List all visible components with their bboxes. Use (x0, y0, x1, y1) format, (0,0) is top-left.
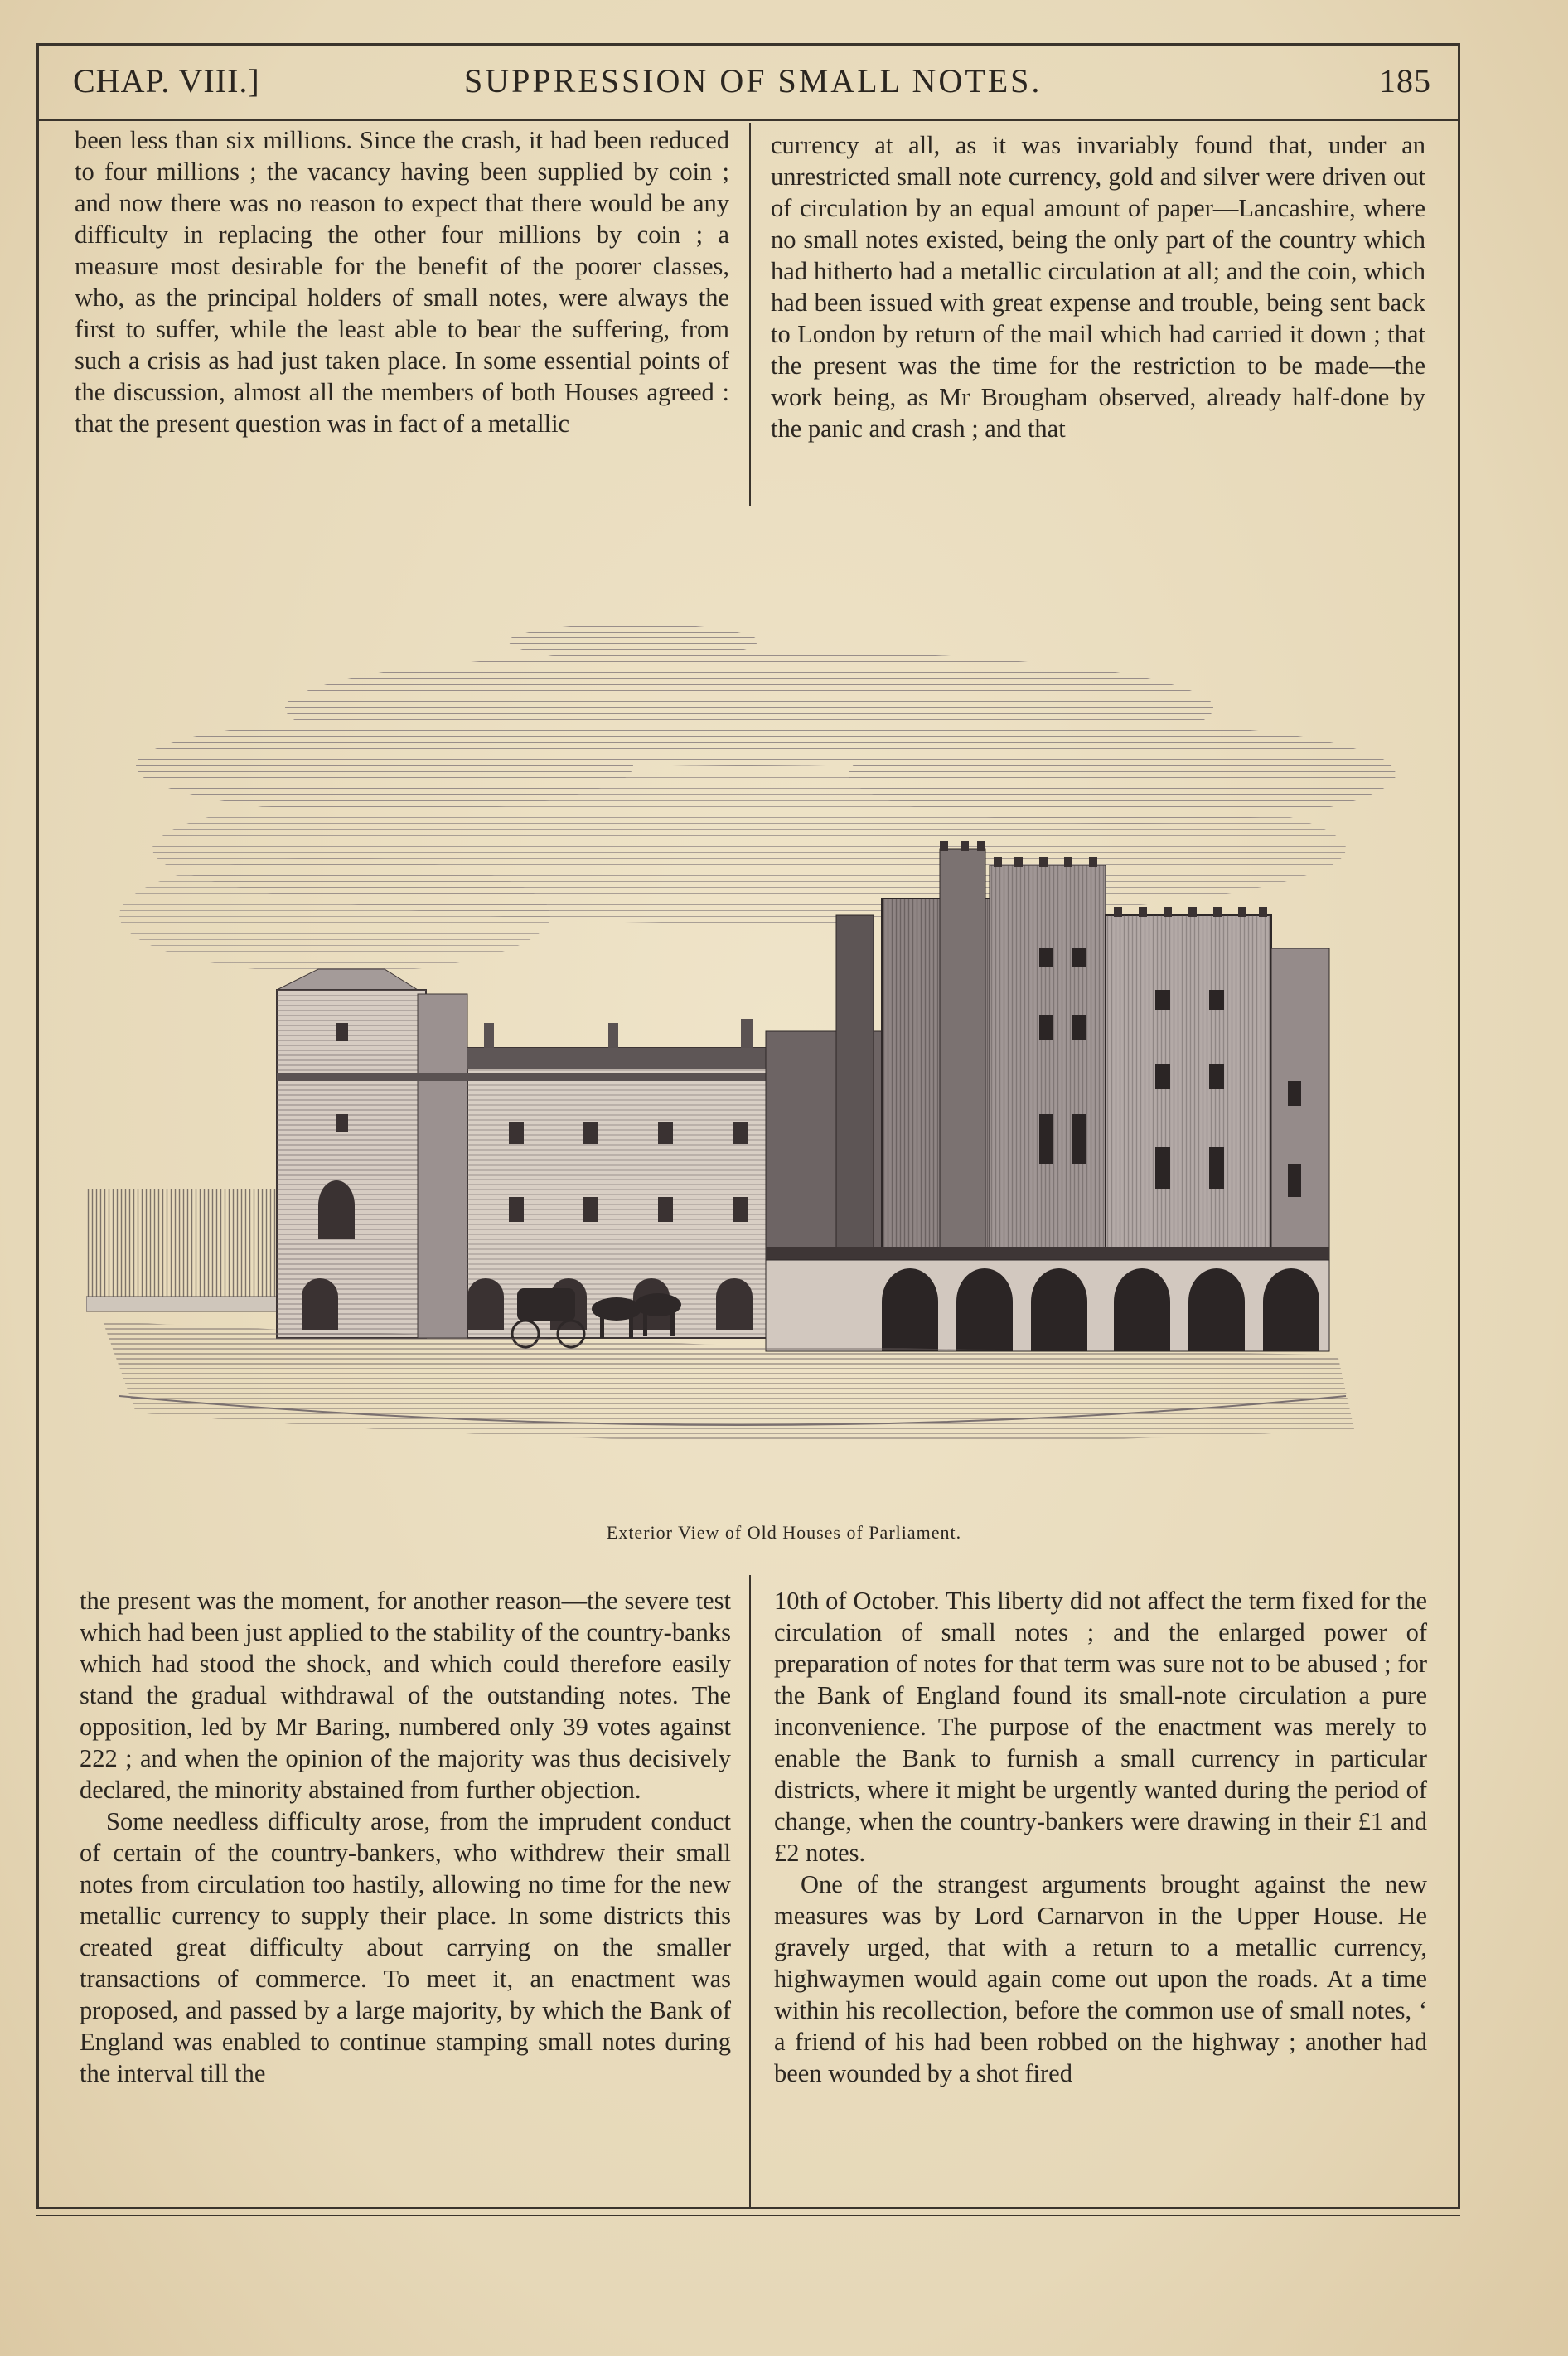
figure-caption: Exterior View of Old Houses of Parliament. (606, 1522, 962, 1543)
text-column-top-right (771, 129, 1425, 444)
header-rule (36, 119, 1460, 121)
paragraph: the present was the moment, for another reason—the severe test which had been just applied to the stability of the country-banks which had stood the shock, and which could therefore easily stand the gradual withdrawal of the outstanding notes. The opposition, led by Mr Baring, numbered only 39 votes against 222 ; and when the opinion of the majority was thus decisively declared, the minority abstained from further objection. (80, 1587, 731, 1804)
classical-building (277, 969, 799, 1338)
paragraph: 10th of October. This liberty did not affect the term fixed for the circulation of small notes ; and the enlarged power of preparation of notes for that term was sure not to be abused ; for the Bank of England found its small-note circulation a pure inconvenience. The purpose of the enactment was merely to enable the Bank to furnish a small currency in particular districts, where it might be urgently wanted during the period of change, when the country-bankers were drawing in their £1 and £2 notes. (774, 1587, 1427, 1867)
bottom-border-rule-thin (36, 2215, 1460, 2216)
paragraph: currency at all, as it was invariably found that, under an unrestricted small note currency, gold and silver were driven out of circulation by an equal amount of paper—Lancashire, where no small notes existed, being the only part of the country which had hitherto had a metallic circulation at all; and the coin, which had been issued with great expense and trouble, being sent back to London by return of the mail which had carried it down ; that the present was the time for the restriction to be made—the work being, as Mr Brougham observed, already half-done by the panic and crash ; and that (771, 131, 1425, 443)
running-head-title: SUPPRESSION OF SMALL NOTES. (464, 62, 1043, 99)
bottom-border-rule (36, 2207, 1460, 2209)
text-column-top-left (75, 124, 729, 439)
paragraph: been less than six millions. Since the crash, it had been reduced to four millions ; the vacancy having been supplied by coin ; and now there was no reason to expect that there would be any difficulty in replacing the other four millions by coin ; a measure most desirable for the benefit of the poorer classes, who, as the principal holders of small notes, were always the first to suffer, while the least able to bear the suffering, from such a crisis as had just taken place. In some essential points of the discussion, almost all the members of both Houses agreed : that the present question was in fact of a metallic (75, 126, 729, 438)
text-column-bottom-right (774, 1585, 1427, 2089)
column-divider-top (749, 123, 751, 506)
right-border-rule (1458, 43, 1460, 2208)
running-head-chapter: CHAP. VIII.] (73, 62, 260, 99)
distant-buildings-left (86, 1189, 285, 1311)
gothic-building (766, 841, 1329, 1351)
paragraph: Some needless difficulty arose, from the imprudent conduct of certain of the country-bankers, who withdrew their small notes from circulation too hastily, allowing no time for the new metallic currency to supply their place. In some districts this created great difficulty about carrying on the smaller transactions of commerce. To meet it, an enactment was proposed, and passed by a large majority, by which the Bank of England was enabled to continue stamping small notes during the interval till the (80, 1807, 731, 2087)
parliament-engraving (86, 600, 1412, 1512)
page-number: 185 (1379, 62, 1431, 99)
column-divider-bottom (749, 1575, 751, 2207)
paragraph: One of the strangest arguments brought against the new measures was by Lord Carnarvon in the Upper House. He gravely urged, that with a return to a metallic currency, highwaymen would again come out upon the roads. At a time within his recollection, before the common use of small notes, ‘ a friend of his had been robbed on the highway ; another had been wounded by a shot fired (774, 1870, 1427, 2087)
top-border-rule (36, 43, 1460, 46)
text-column-bottom-left (80, 1585, 731, 2089)
left-border-rule (36, 43, 39, 2208)
